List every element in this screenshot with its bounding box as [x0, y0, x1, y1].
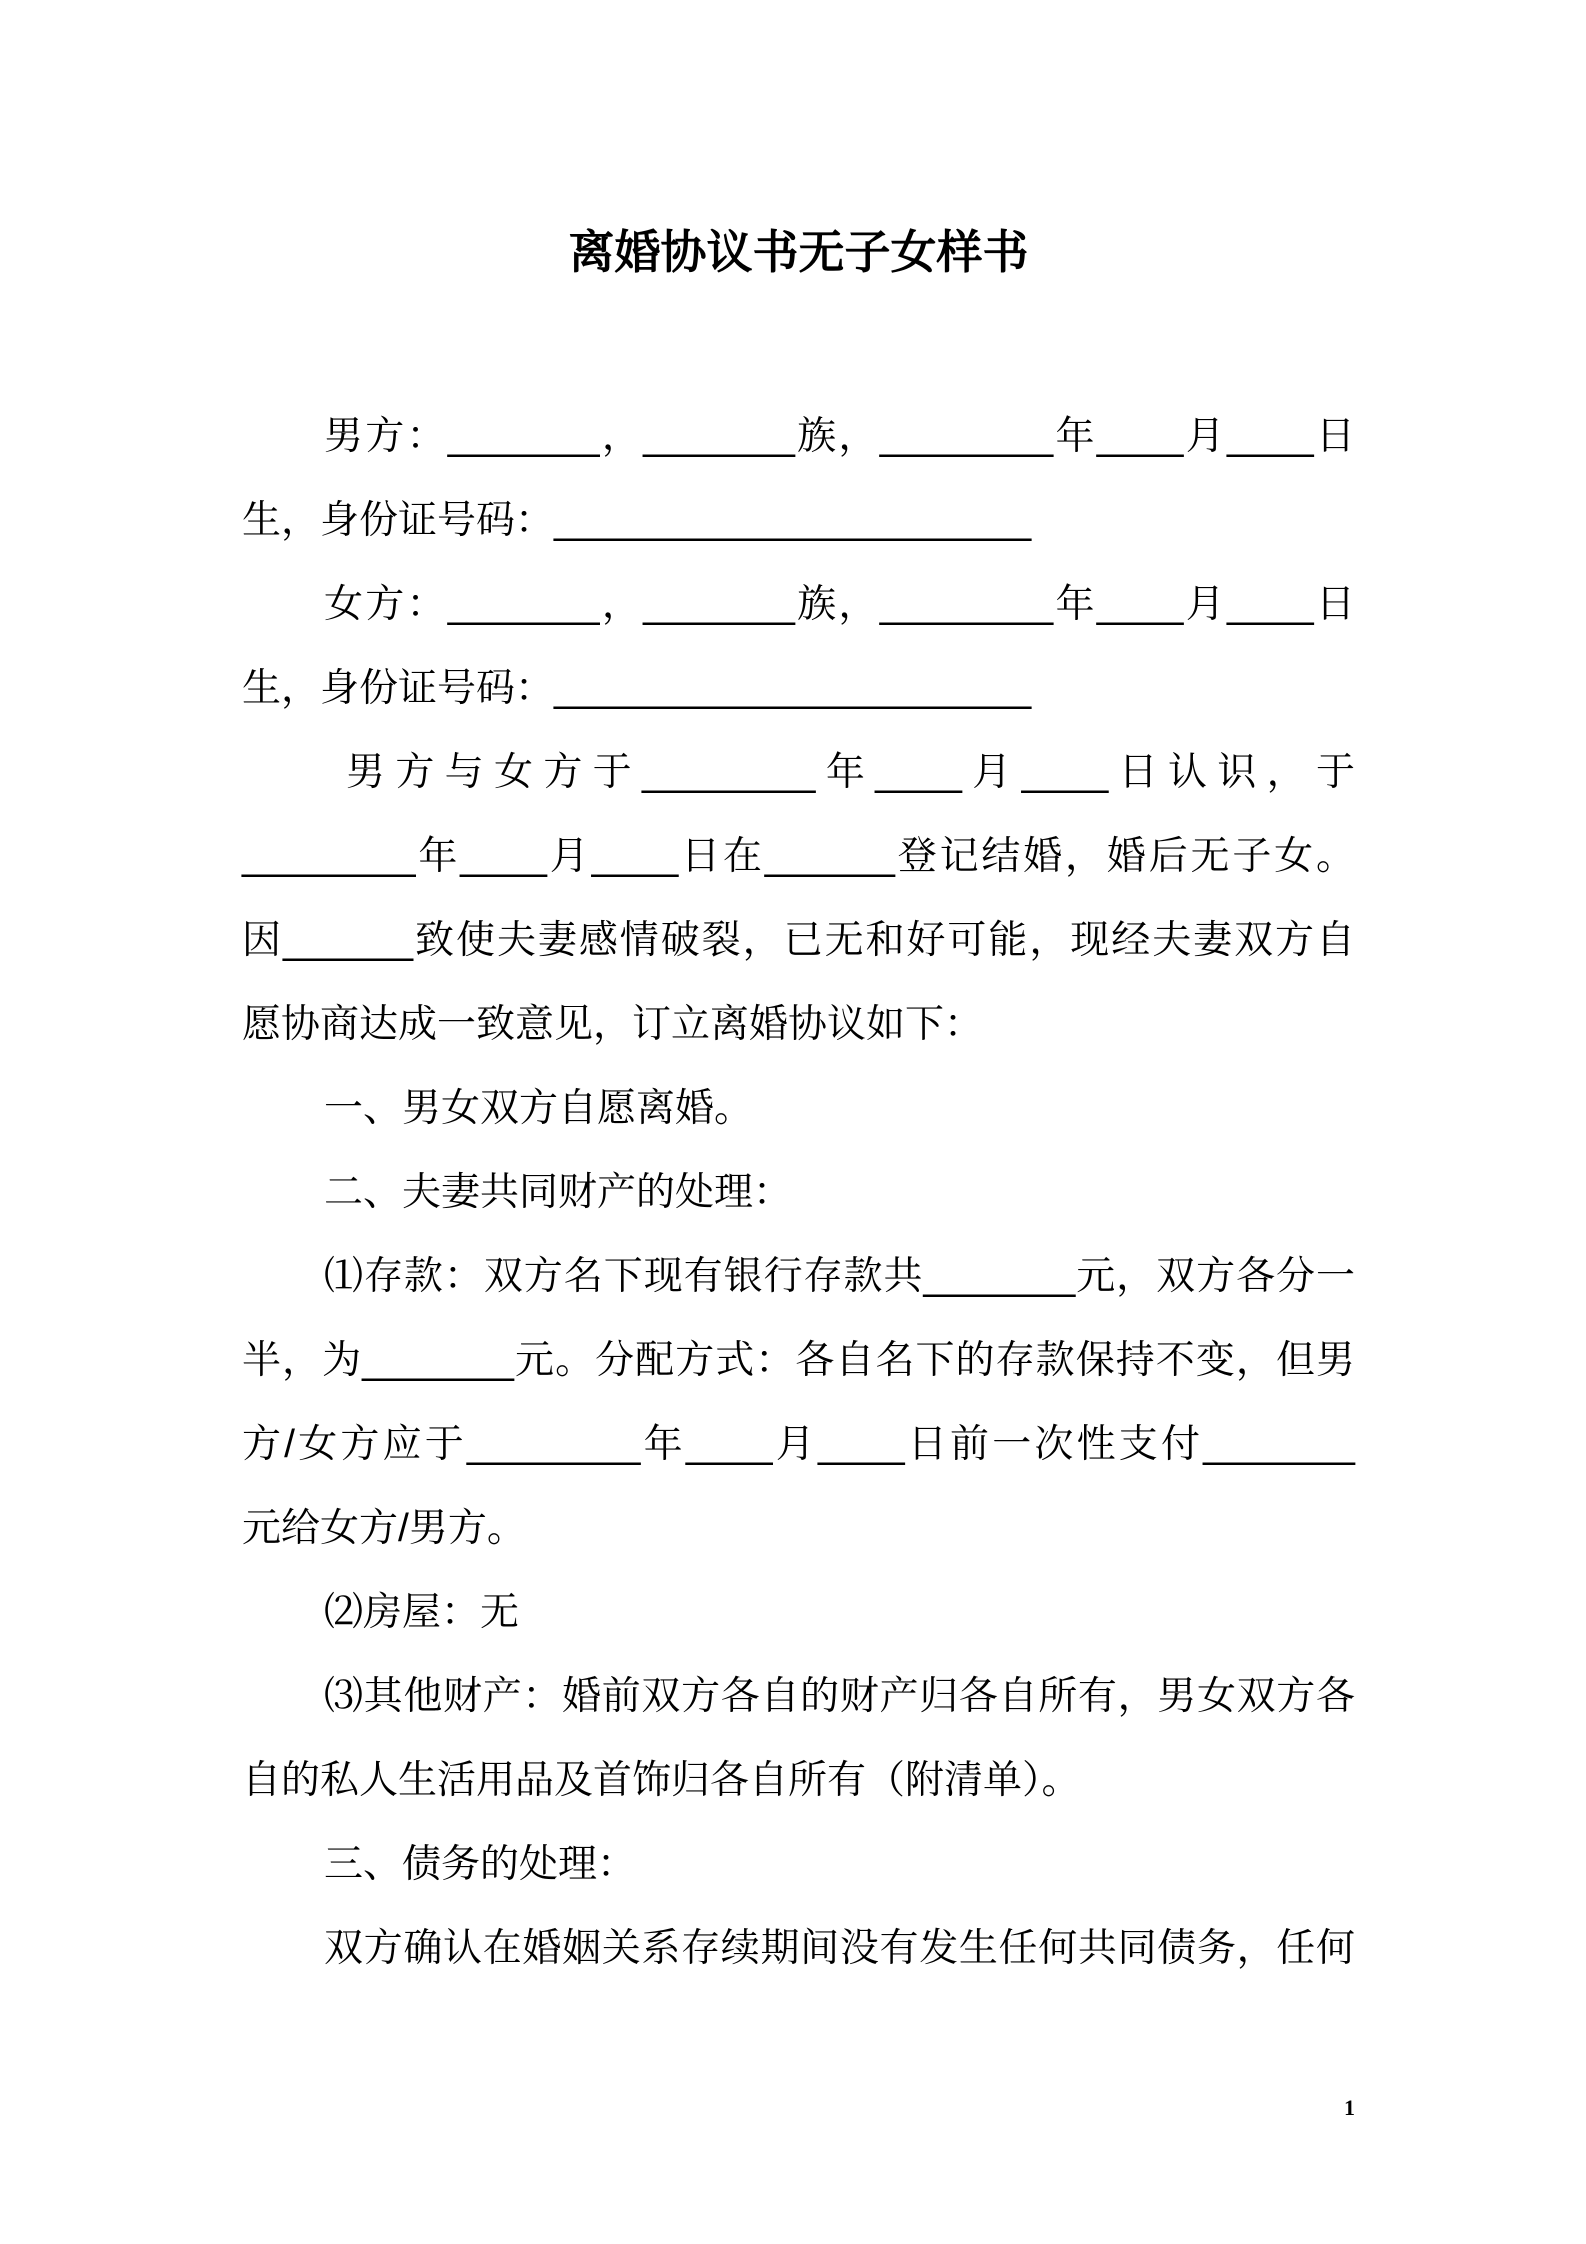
clause-2-property-heading [242, 1151, 1355, 1235]
text-line: 半，为_______元。分配方式：各自名下的存款保持不变，但男 [242, 1339, 1355, 1382]
clause-2-2-housing [242, 1571, 1355, 1655]
clause-1-divorce-consent [242, 1067, 1355, 1151]
text-line: 女方：_______，_______族，________年____月____日 [324, 583, 1355, 626]
text-line: 因______致使夫妻感情破裂，已无和好可能，现经夫妻双方自 [242, 919, 1355, 962]
document-title: 离婚协议书无子女样书 [568, 226, 1029, 278]
text-line: 男方：_______，_______族，________年____月____日 [324, 415, 1355, 458]
text-line: 自的私人生活用品及首饰归各自所有（附清单）。 [242, 1759, 1081, 1802]
text-line: 二、夫妻共同财产的处理： [324, 1171, 793, 1214]
text-line: 生，身份证号码：______________________ [242, 667, 1032, 710]
text-line: 方/女方应于________年____月____日前一次性支付_______ [242, 1423, 1355, 1466]
marriage-background [242, 731, 1355, 1067]
text-line: 男方与女方于________年____月____日认识，于 [346, 751, 1355, 794]
clause-3-debts-text [242, 1907, 1355, 1991]
clause-2-1-deposits [242, 1235, 1355, 1571]
text-line: ⑵房屋：无 [324, 1591, 520, 1634]
document-body [242, 395, 1355, 1991]
clause-2-3-other-property [242, 1655, 1355, 1823]
text-line: 双方确认在婚姻关系存续期间没有发生任何共同债务，任何 [324, 1927, 1355, 1970]
male-party-info [242, 395, 1355, 563]
female-party-info [242, 563, 1355, 731]
text-line: 愿协商达成一致意见，订立离婚协议如下： [242, 1003, 984, 1046]
text-line: 三、债务的处理： [324, 1843, 637, 1886]
text-line: ⑴存款：双方名下现有银行存款共_______元，双方各分一 [324, 1255, 1355, 1298]
clause-3-debts-heading [242, 1823, 1355, 1907]
page-number: 1 [1344, 2095, 1355, 2120]
text-line: 一、男女双方自愿离婚。 [324, 1087, 754, 1130]
text-line: 元给女方/男方。 [242, 1507, 526, 1550]
text-line: ________年____月____日在______登记结婚，婚后无子女。 [242, 835, 1355, 878]
text-line: ⑶其他财产：婚前双方各自的财产归各自所有，男女双方各 [324, 1675, 1355, 1718]
text-line: 生，身份证号码：______________________ [242, 499, 1032, 542]
